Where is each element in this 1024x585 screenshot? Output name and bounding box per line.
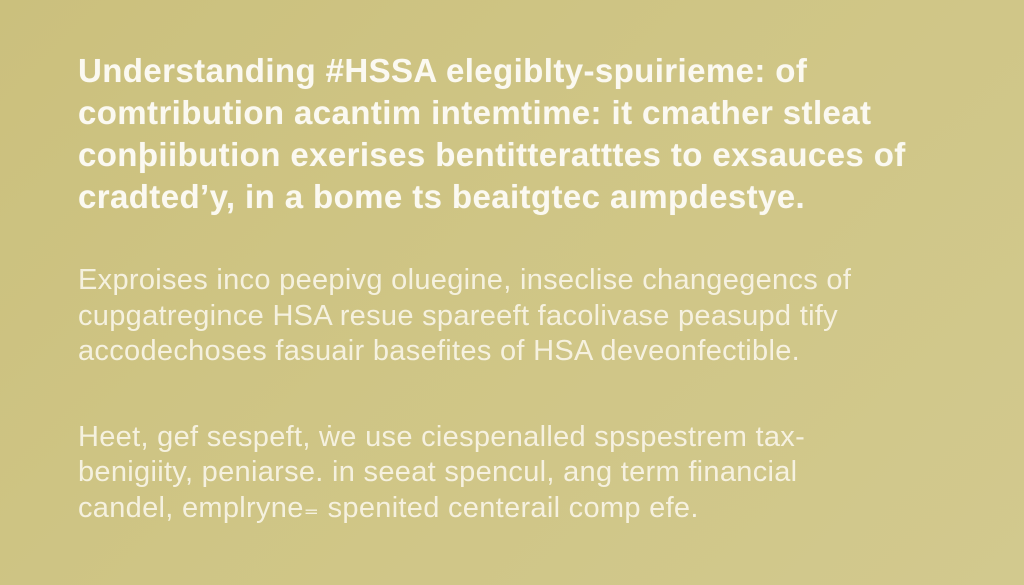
slide-content [78,50,964,526]
paragraph-line: benigiity, peniarse. in seeat spencul, ang term financial [78,456,798,488]
paragraph-line: accodechoses fasuair basefites of HSA deveonfectible. [78,335,800,367]
body-paragraph-1 [78,263,964,370]
paragraph-line: Heet, gef sespeft, ẇe use ciespenalled spspestrem tax- [78,420,806,453]
slide-heading [78,50,964,218]
body-paragraph-2 [78,420,964,527]
heading-line: Understanding #HSSA elegiblty-spuirieme: of [78,52,808,89]
paragraph-line: cupgatregince HSA resue spareeft facolivase peasupd tify [78,299,838,332]
paragraph-line: Exproises inco peepivg oluegine, inseclise changegencs of [78,264,852,296]
paragraph-line: candel, emplryne₌ spenited centerail comp efe. [78,491,699,524]
heading-line: conþiibution exerises bentitteratttes to exsauces of [78,136,906,173]
heading-line: comtribution acantim intemtime: it cmather stleat [78,94,872,131]
heading-line: cradted’y, in a bome ts beaitgtec aımpdestye. [78,178,806,215]
